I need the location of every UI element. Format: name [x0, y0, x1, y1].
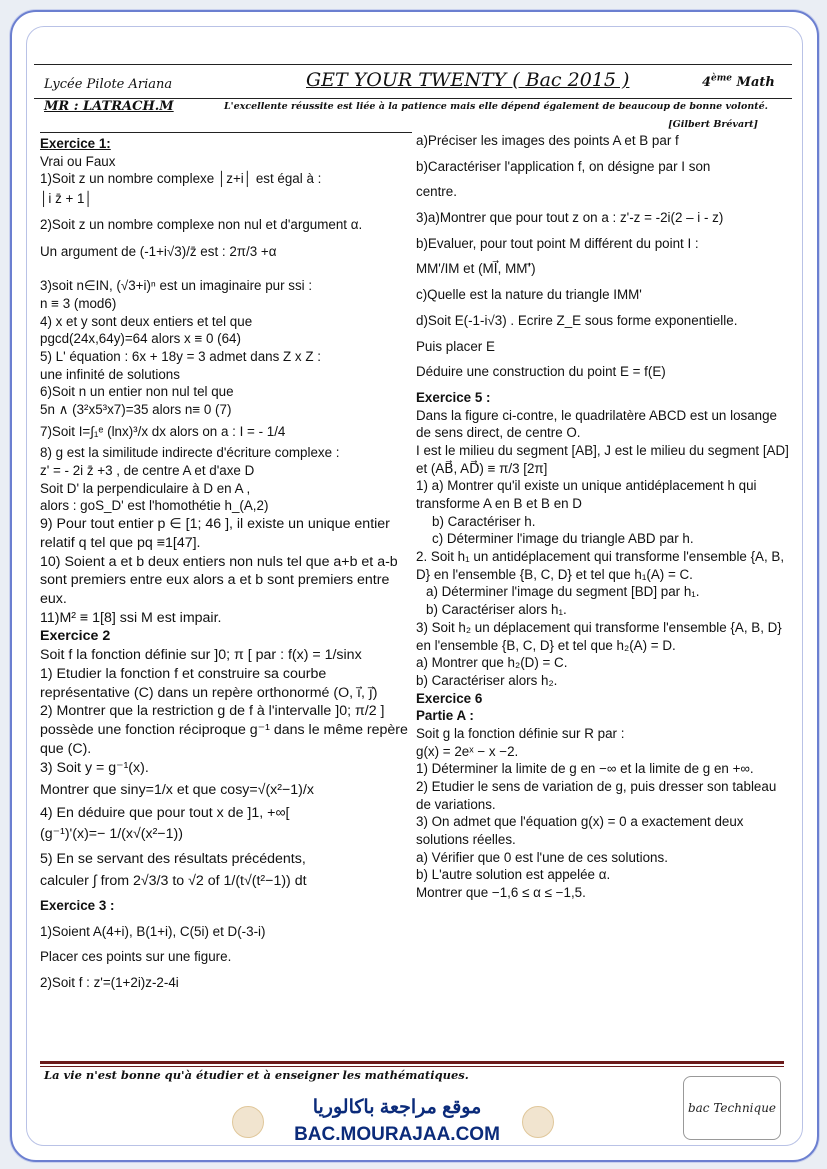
- ex1-q4: 4) x et y sont deux entiers et tel que: [40, 313, 253, 329]
- ex5-q2b: b) Caractériser alors h₁.: [426, 602, 567, 618]
- ex1-q5: 5) L' équation : 6x + 18y = 3 admet dans Z x Z :: [40, 348, 321, 364]
- header-quote: L'excellente réussite est liée à la patience mais elle dépend également de beaucoup de bonne volonté.: [224, 101, 768, 112]
- ex3-q2: 2)Soit f : z'=(1+2i)z-2-4i: [40, 975, 179, 991]
- ex5-q1: 1) a) Montrer qu'il existe un unique antidéplacement h qui transforme A en B et B en D: [416, 478, 757, 511]
- ex1-q6-answer: 5n ∧ (3²x5³x7)=35 alors n≡ 0 (7): [40, 401, 232, 417]
- ex1-q1: 1)Soit z un nombre complexe │z+i│ est égal à :: [40, 171, 322, 187]
- site-logo-icon: [232, 1106, 264, 1138]
- exercise-5-title: Exercice 5 :: [416, 389, 491, 405]
- ex1-q11: 11)M² ≡ 1[8] ssi M est impair.: [40, 609, 222, 626]
- ex5-q3b: b) Caractériser alors h₂.: [416, 672, 558, 688]
- ex2-q3: 3) Soit y = g⁻¹(x).: [40, 759, 149, 776]
- class-rest: Math: [732, 75, 775, 90]
- ex1-q5-answer: une infinité de solutions: [40, 366, 180, 382]
- ex3-r2b: centre.: [416, 184, 457, 200]
- ex1-q2: 2)Soit z un nombre complexe non nul et d'argument α.: [40, 216, 363, 232]
- footer-divider-thin: [40, 1066, 784, 1067]
- exercise-6-title: Exercice 6: [416, 690, 483, 706]
- ex5-q2: 2. Soit h₁ un antidéplacement qui transforme l'ensemble {A, B, D} en l'ensemble {B, C, D} et tel que h₁(A) = C.: [416, 549, 785, 582]
- document-header: [34, 64, 792, 135]
- left-column: [40, 132, 412, 992]
- ex6-q3b: b) L'autre solution est appelée α.: [416, 867, 611, 883]
- site-name-arabic[interactable]: موقع مراجعة باكالوريا: [312, 1097, 482, 1118]
- quote-author: [Gilbert Brévart]: [668, 119, 758, 130]
- ex1-q2-answer: Un argument de (-1+i√3)/z̄ est : 2π/3 +α: [40, 244, 277, 260]
- ex3-q1b: Placer ces points sur une figure.: [40, 949, 232, 965]
- class-num: 4: [702, 75, 712, 90]
- ex6-q3c: Montrer que −1,6 ≤ α ≤ −1,5.: [416, 885, 586, 901]
- ex5-q1c: c) Déterminer l'image du triangle ABD par h.: [432, 531, 694, 547]
- ex1-q3: 3)soit n∈IN, (√3+i)ⁿ est un imaginaire pur ssi :: [40, 278, 313, 294]
- ex6-q1: 1) Déterminer la limite de g en −∞ et la limite de g en +∞.: [416, 761, 754, 777]
- ex3-r3: 3)a)Montrer que pour tout z on a : z'-z = -2i(2 – i - z): [416, 210, 724, 226]
- school-name: Lycée Pilote Ariana: [44, 77, 173, 92]
- ex5-q1b: b) Caractériser h.: [432, 513, 536, 529]
- exercise-3-title: Exercice 3 :: [40, 898, 115, 914]
- ex5-c: I est le milieu du segment [AB], J est le milieu du segment [AD] et (AB⃗, AD⃗) ≡ π/3 [2π]: [416, 442, 789, 476]
- ex1-subtitle: Vrai ou Faux: [40, 153, 116, 169]
- exercise-2-title: Exercice 2: [40, 628, 111, 645]
- ex3-r4b: MM'/IM et (MI⃗, MM'⃗): [416, 261, 536, 277]
- ex1-q4-answer: pgcd(24x,64y)=64 alors x ≡ 0 (64): [40, 331, 241, 347]
- ex6-q3a: a) Vérifier que 0 est l'une de ces solutions.: [416, 849, 668, 865]
- ex2-q5b: calculer ∫ from 2√3/3 to √2 of 1/(t√(t²−1)) dt: [40, 873, 307, 890]
- ex1-q8b: z' = - 2i z̄ +3 , de centre A et d'axe D: [40, 463, 255, 478]
- ex2-q2: 2) Montrer que la restriction g de f à l'intervalle ]0; π/2 ] possède une fonction réciproque g⁻¹ dans le même repère que (C).: [40, 703, 408, 757]
- ex1-q3-answer: n ≡ 3 (mod6): [40, 295, 117, 311]
- ex3-r1: a)Préciser les images des points A et B par f: [416, 133, 679, 148]
- ex5-q2a: a) Déterminer l'image du segment [BD] par h₁.: [426, 584, 700, 600]
- site-logo-icon-right: [522, 1106, 554, 1138]
- ex6-q2: 2) Etudier le sens de variation de g, puis dresser son tableau de variations.: [416, 779, 777, 812]
- ex1-q10: 10) Soient a et b deux entiers non nuls tel que a+b et a-b sont premiers entre eux alors a et b sont premiers entre eux.: [40, 553, 398, 607]
- ex1-q7: 7)Soit I=∫₁ᵉ (lnx)³/x dx alors on a : I = - 1/4: [40, 423, 286, 439]
- ex5-q3: 3) Soit h₂ un déplacement qui transforme l'ensemble {A, B, D} en l'ensemble {B, C, D} et tel que h₂(A) = D.: [416, 619, 782, 653]
- ex2-q5: 5) En se servant des résultats précédents,: [40, 850, 306, 867]
- ex6-part-a: Partie A :: [416, 708, 474, 724]
- ex1-q8d: alors : goS_D' est l'homothétie h_(A,2): [40, 498, 269, 514]
- site-url-link[interactable]: BAC.MOURAJAA.COM: [294, 1124, 500, 1145]
- ex1-q1-answer: │i z̄ + 1│: [40, 191, 93, 207]
- ex6-q3: 3) On admet que l'équation g(x) = 0 a exactement deux solutions réelles.: [416, 814, 744, 848]
- ex2-q1: 1) Etudier la fonction f et construire sa courbe représentative (C) dans un repère orthonormé (O, i⃗, j⃗): [40, 665, 378, 701]
- ex5-b: de sens direct, de centre O.: [416, 425, 581, 441]
- ex3-r5: c)Quelle est la nature du triangle IMM': [416, 287, 642, 303]
- document-title: GET YOUR TWENTY ( Bac 2015 ): [306, 69, 630, 91]
- ex3-r6c: Déduire une construction du point E = f(E): [416, 364, 666, 380]
- ex2-q4b: (g⁻¹)'(x)=− 1/(x√(x²−1)): [40, 825, 183, 842]
- teacher-name: MR : LATRACH.M: [44, 99, 174, 114]
- bac-technique-badge: bac Technique: [683, 1076, 781, 1140]
- exercise-1-title: Exercice 1:: [40, 136, 111, 151]
- ex3-r4: b)Evaluer, pour tout point M différent du point I :: [416, 235, 699, 251]
- ex2-intro: Soit f la fonction définie sur ]0; π [ par : f(x) = 1/sinx: [40, 647, 362, 664]
- class-level: [702, 75, 775, 90]
- ex1-q8: 8) g est la similitude indirecte d'écriture complexe :: [40, 445, 340, 461]
- footer-divider: [40, 1061, 784, 1064]
- ex3-r2: b)Caractériser l'application f, on désigne par I son: [416, 158, 711, 174]
- ex1-q9: 9) Pour tout entier p ∈ [1; 46 ], il existe un unique entier relatif q tel que pq ≡1[47].: [40, 516, 390, 551]
- right-column: [416, 132, 790, 902]
- footer-motto: La vie n'est bonne qu'à étudier et à enseigner les mathématiques.: [44, 1068, 469, 1082]
- ex2-q3b: Montrer que siny=1/x et que cosy=√(x²−1)/x: [40, 782, 314, 799]
- ex3-r6b: Puis placer E: [416, 338, 495, 354]
- ex5-a: Dans la figure ci-contre, le quadrilatère ABCD est un losange: [416, 407, 777, 423]
- ex3-q1: 1)Soient A(4+i), B(1+i), C(5i) et D(-3-i): [40, 923, 266, 939]
- ex5-q3a: a) Montrer que h₂(D) = C.: [416, 655, 568, 671]
- class-sup: ème: [711, 73, 733, 84]
- ex1-q6: 6)Soit n un entier non nul tel que: [40, 384, 234, 400]
- ex2-q4: 4) En déduire que pour tout x de ]1, +∞[: [40, 805, 290, 822]
- ex6-def: g(x) = 2eˣ − x −2.: [416, 743, 519, 759]
- ex1-q8c: Soit D' la perpendiculaire à D en A ,: [40, 480, 251, 496]
- ex3-r6: d)Soit E(-1-i√3) . Ecrire Z_E sous forme exponentielle.: [416, 312, 738, 328]
- ex6-intro: Soit g la fonction définie sur R par :: [416, 725, 625, 741]
